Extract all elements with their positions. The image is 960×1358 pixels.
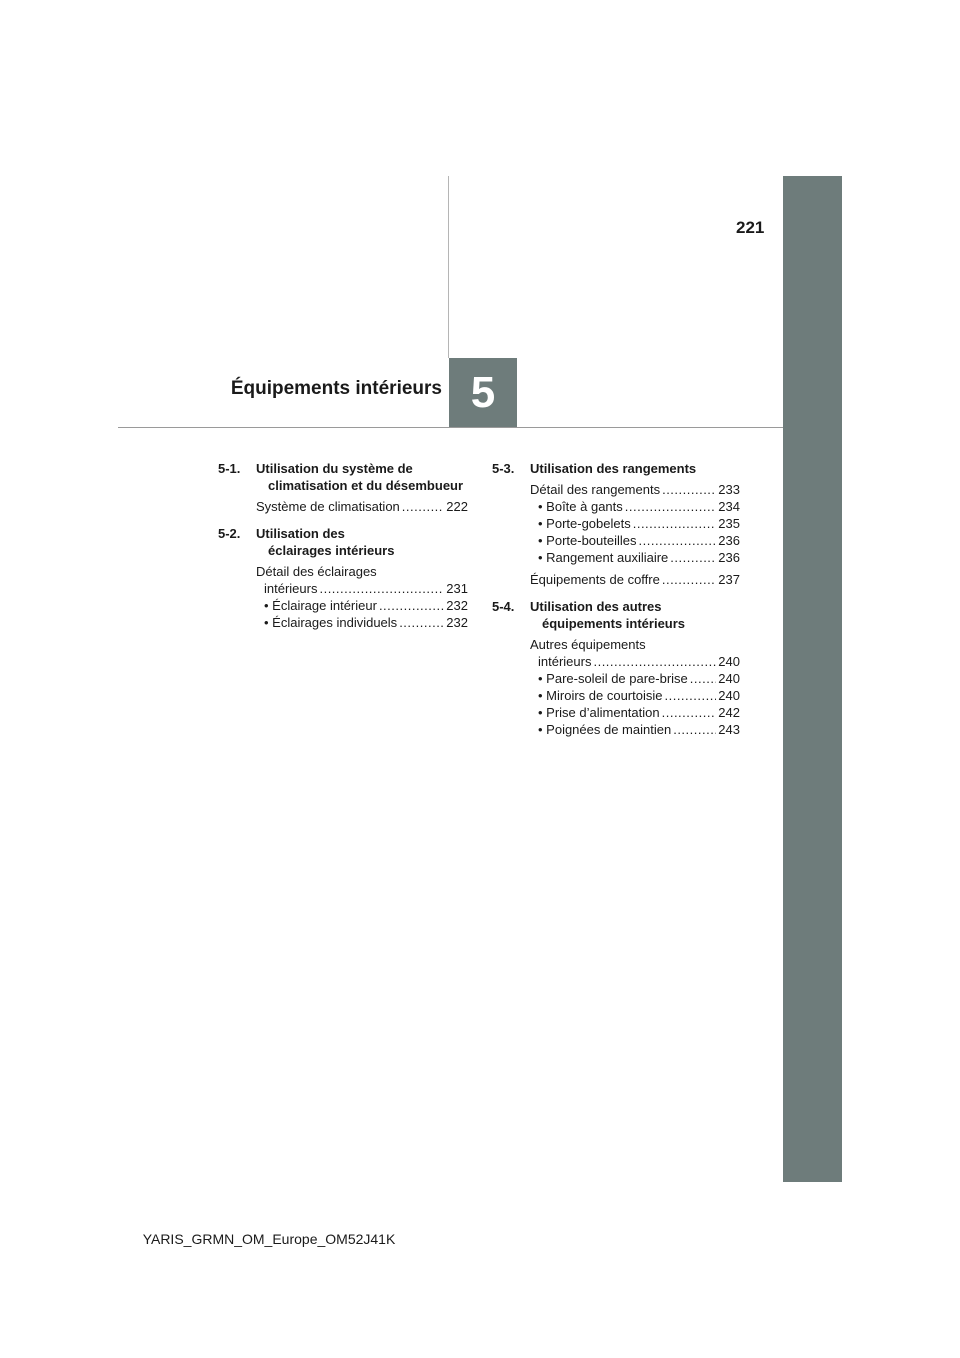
toc-entry-text: Système de climatisation <box>256 499 400 514</box>
toc-entry-text: • Porte-bouteilles <box>538 533 637 548</box>
toc-dot-leader <box>690 670 717 687</box>
toc-entry-text: • Éclairage intérieur <box>264 598 377 613</box>
toc-entry[interactable] <box>530 721 740 738</box>
toc-entry[interactable] <box>530 687 740 704</box>
toc-dot-leader <box>670 549 716 566</box>
toc-entry-page: 222 <box>446 499 468 514</box>
toc-entry-page: 240 <box>718 654 740 669</box>
toc-section-title <box>256 525 468 559</box>
toc-section <box>218 525 468 631</box>
toc-entry-text: intérieurs <box>264 581 318 596</box>
toc-entry[interactable] <box>530 704 740 721</box>
header-horizontal-rule <box>118 427 783 428</box>
toc-entry-page: 232 <box>446 615 468 630</box>
toc-section <box>492 460 740 588</box>
toc-entry[interactable] <box>530 571 740 588</box>
toc-entry[interactable] <box>256 614 468 631</box>
toc-section-heading <box>492 598 740 632</box>
toc-entry[interactable] <box>530 670 740 687</box>
toc-entry-page: 236 <box>718 550 740 565</box>
chapter-title: Équipements intérieurs <box>230 378 442 399</box>
toc-entry-text: • Poignées de maintien <box>538 722 672 737</box>
toc-entry[interactable] <box>530 549 740 566</box>
toc-section-heading <box>218 525 468 559</box>
toc-dot-leader <box>633 515 717 532</box>
chapter-side-tab <box>783 176 842 1182</box>
toc-section-title-line: Utilisation des autres <box>530 599 662 614</box>
toc-entry-page: 237 <box>718 572 740 587</box>
toc-entry[interactable] <box>530 515 740 532</box>
toc-dot-leader <box>399 614 444 631</box>
toc-entry-text: Détail des rangements <box>530 482 661 497</box>
toc-entry-page: 233 <box>718 482 740 497</box>
toc-section-heading <box>218 460 468 494</box>
toc-section-number: 5-3. <box>492 461 515 476</box>
toc-dot-leader <box>662 704 717 721</box>
toc-section-heading <box>492 460 740 477</box>
chapter-number-box <box>449 358 517 427</box>
toc-dot-leader <box>662 481 716 498</box>
toc-left-column <box>218 460 468 635</box>
toc-entry-page: 243 <box>718 722 740 737</box>
toc-entry[interactable] <box>530 653 740 670</box>
toc-dot-leader <box>662 571 716 588</box>
toc-dot-leader <box>625 498 717 515</box>
toc-section-title-line: Utilisation du système de <box>256 461 413 476</box>
toc-entry-page: 232 <box>446 598 468 613</box>
toc-entry[interactable] <box>530 481 740 498</box>
toc-entry-text-line: Détail des éclairages <box>256 564 377 579</box>
toc-entry-page: 231 <box>446 581 468 596</box>
toc-entry-text: • Éclairages individuels <box>264 615 398 630</box>
toc-entry-text: • Miroirs de courtoisie <box>538 688 663 703</box>
toc-entry-text: • Prise d’alimentation <box>538 705 660 720</box>
header-vertical-rule <box>448 176 449 358</box>
toc-section-title-line: climatisation et du désembueur <box>268 478 464 493</box>
toc-entry-text: • Porte-gobelets <box>538 516 631 531</box>
page-number: 221 <box>736 218 765 237</box>
toc-dot-leader <box>639 532 717 549</box>
toc-entry-text-line: Autres équipements <box>530 637 646 652</box>
chapter-number: 5 <box>470 367 496 417</box>
toc-entry[interactable] <box>530 532 740 549</box>
toc-dot-leader <box>664 687 716 704</box>
toc-section-title-line: Utilisation des <box>256 526 345 541</box>
toc-section-title-line: éclairages intérieurs <box>268 543 395 558</box>
toc-entry-text: • Boîte à gants <box>538 499 623 514</box>
toc-entry-text: Équipements de coffre <box>530 572 660 587</box>
toc-entry-page: 235 <box>718 516 740 531</box>
toc-entry[interactable] <box>256 580 468 597</box>
toc-right-column <box>492 460 740 742</box>
toc-entry-text: intérieurs <box>538 654 592 669</box>
toc-section-number: 5-2. <box>218 526 241 541</box>
toc-section-title <box>530 598 740 632</box>
toc-entry-page: 234 <box>718 499 740 514</box>
toc-entry-page: 242 <box>718 705 740 720</box>
toc-entry-text: • Pare-soleil de pare-brise <box>538 671 688 686</box>
toc-section <box>492 598 740 738</box>
toc-entry[interactable] <box>256 498 468 515</box>
toc-entry-text: • Rangement auxiliaire <box>538 550 669 565</box>
toc-dot-leader <box>319 580 444 597</box>
toc-section-title-line: Utilisation des rangements <box>530 461 697 476</box>
toc-dot-leader <box>402 498 445 515</box>
toc-dot-leader <box>673 721 716 738</box>
toc-section-title <box>256 460 468 494</box>
toc-section-number: 5-4. <box>492 599 515 614</box>
toc-entry-page: 240 <box>718 671 740 686</box>
toc-entry-page: 240 <box>718 688 740 703</box>
toc-section <box>218 460 468 515</box>
toc-entry-page: 236 <box>718 533 740 548</box>
toc-entry[interactable] <box>530 498 740 515</box>
toc-section-title-line: équipements intérieurs <box>542 616 686 631</box>
toc-entry[interactable] <box>256 597 468 614</box>
toc-dot-leader <box>593 653 716 670</box>
toc-dot-leader <box>379 597 444 614</box>
document-footer: YARIS_GRMN_OM_Europe_OM52J41K <box>142 1231 396 1247</box>
toc-section-number: 5-1. <box>218 461 241 476</box>
toc-section-title <box>530 460 740 477</box>
